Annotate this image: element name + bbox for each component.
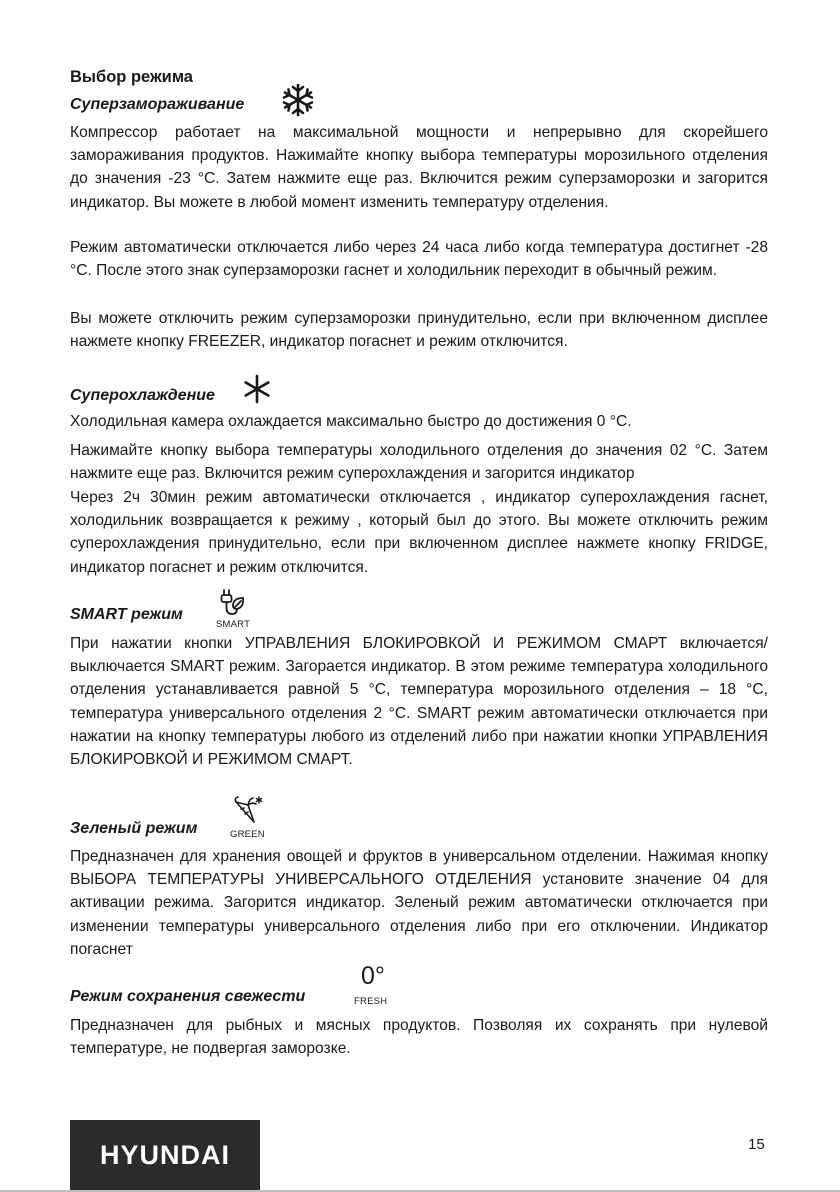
superfreeze-paragraph-2: Режим автоматически отключается либо через 24 часа либо когда температура достигнет -28 °С. После этого знак суперзаморозки гаснет и холодильник переходит в обычный режим. — [70, 239, 768, 280]
zero-degree-icon: 0° — [361, 962, 385, 990]
asterisk-icon — [242, 374, 272, 404]
smart-icon-caption: SMART — [216, 619, 251, 630]
supercool-paragraph-1: Холодильная камера охлаждается максимально быстро до достижения 0 °С. — [70, 413, 632, 430]
section-heading-smart: SMART режим — [70, 606, 183, 623]
fresh-paragraph-1: Предназначен для рыбных и мясных продуктов. Позволяя их сохранять при нулевой температуре, не подвергая заморозке. — [70, 1017, 768, 1058]
supercool-paragraph-3: Через 2ч 30мин режим автоматически отключается , индикатор суперохлаждения гаснет, холодильник возвращается к режиму , который был до этого. Вы можете отключить режим суперохлаждения принудительно, если при включенном дисплее нажмете кнопку FRIDGE, индикатор погаснет и режим отключится. — [70, 489, 768, 576]
brand-logo-text: HYUNDAI — [99, 1140, 230, 1170]
snowflake-icon — [280, 82, 316, 118]
smart-paragraph-1: При нажатии кнопки УПРАВЛЕНИЯ БЛОКИРОВКОЙ И РЕЖИМОМ СМАРТ включается/выключается SMART режим. Загорается индикатор. В этом режиме температура холодильного отделения устанавливается равной 5 °С, температура морозильного отделения – 18 °С, температура универсального отделения 2 °С. SMART режим автоматически отключается при нажатии на кнопку температуры любого из отделений либо при нажатии кнопки УПРАВЛЕНИЯ БЛОКИРОВКОЙ И РЕЖИМОМ СМАРТ. — [70, 635, 768, 769]
carrot-icon — [230, 796, 264, 826]
section-heading-superfreeze: Суперзамораживание — [70, 96, 245, 113]
supercool-paragraph-2: Нажимайте кнопку выбора температуры холодильного отделения до значения 02 °С. Затем нажмите еще раз. Включится режим суперохлаждения и загорится индикатор — [70, 442, 768, 483]
page-title: Выбор режима — [70, 68, 193, 86]
section-heading-supercool: Суперохлаждение — [70, 387, 215, 404]
green-paragraph-1: Предназначен для хранения овощей и фруктов в универсальном отделении. Нажимая кнопку ВЫБОРА ТЕМПЕРАТУРЫ УНИВЕРСАЛЬНОГО ОТДЕЛЕНИЯ установите значение 04 для активации режима. Загорится индикатор. Зеленый режим автоматически отключается при изменении температуры универсального отделения либо при его отключении. Индикатор погаснет — [70, 848, 768, 958]
smart-plug-leaf-icon — [218, 588, 248, 618]
green-icon-caption: GREEN — [230, 829, 265, 840]
superfreeze-paragraph-3: Вы можете отключить режим суперзаморозки принудительно, если при включенном дисплее нажмете кнопку FREEZER, индикатор погаснет и режим отключится. — [70, 310, 768, 351]
section-heading-green: Зеленый режим — [70, 820, 198, 837]
fresh-icon-caption: FRESH — [354, 996, 388, 1007]
section-heading-fresh: Режим сохранения свежести — [70, 988, 306, 1005]
page-number: 15 — [748, 1136, 765, 1153]
brand-logo — [70, 1120, 260, 1192]
superfreeze-paragraph-1: Компрессор работает на максимальной мощности и непрерывно для скорейшего замораживания продуктов. Нажимайте кнопку выбора температуры морозильного отделения до значения -23 °С. Затем нажмите еще раз. Включится режим суперзаморозки и загорится индикатор. Вы можете в любой момент изменить температуру отделения. — [70, 124, 768, 211]
